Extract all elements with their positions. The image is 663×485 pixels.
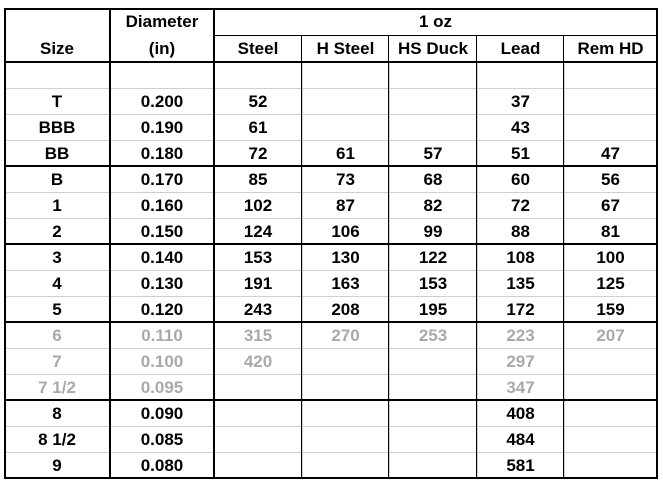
cell-rem-hd: 100 <box>596 248 625 267</box>
cell-h-steel: 87 <box>336 196 355 215</box>
cell-h-steel: 106 <box>331 222 360 241</box>
cell-diameter: 0.110 <box>141 326 183 345</box>
cell-diameter: 0.090 <box>140 404 184 423</box>
cell-diameter: 0.200 <box>140 92 184 111</box>
cell-lead: 297 <box>506 352 535 371</box>
cell-lead: 60 <box>511 170 530 189</box>
cell-lead: 51 <box>511 144 530 163</box>
cell-lead: 108 <box>506 248 535 267</box>
cell-size: 6 <box>52 326 62 345</box>
cell-steel: 315 <box>243 326 273 345</box>
cell-size: 7 1/2 <box>38 378 76 397</box>
header-col-h-steel: H Steel <box>316 39 375 58</box>
cell-steel: 420 <box>243 352 273 371</box>
cell-lead: 135 <box>506 274 535 293</box>
cell-size: B <box>50 170 64 189</box>
header-weight-group: 1 oz <box>418 12 453 31</box>
cell-diameter: 0.160 <box>140 196 184 215</box>
cell-h-steel: 208 <box>331 300 360 319</box>
header-diameter-line1: Diameter <box>125 12 199 31</box>
cell-size: BBB <box>38 118 76 137</box>
gridline-horizontal <box>4 88 657 89</box>
cell-diameter: 0.120 <box>140 300 184 319</box>
cell-diameter: 0.085 <box>140 430 184 449</box>
border-vertical <box>563 35 564 479</box>
cell-diameter: 0.130 <box>140 274 184 293</box>
cell-diameter: 0.190 <box>140 118 184 137</box>
cell-hs-duck: 153 <box>418 274 448 293</box>
border-horizontal <box>4 8 657 10</box>
cell-h-steel: 130 <box>331 248 360 267</box>
cell-lead: 88 <box>511 222 530 241</box>
cell-steel: 153 <box>243 248 273 267</box>
cell-hs-duck: 122 <box>418 248 448 267</box>
cell-lead: 347 <box>506 378 535 397</box>
cell-lead: 72 <box>511 196 530 215</box>
cell-hs-duck: 99 <box>423 222 443 241</box>
header-col-lead: Lead <box>500 39 541 58</box>
cell-diameter: 0.170 <box>140 170 184 189</box>
border-horizontal <box>4 61 657 63</box>
header-col-hs-duck: HS Duck <box>398 39 468 58</box>
cell-hs-duck: 82 <box>423 196 443 215</box>
cell-rem-hd: 125 <box>596 274 625 293</box>
cell-size: 1 <box>52 196 62 215</box>
cell-h-steel: 73 <box>336 170 355 189</box>
cell-hs-duck: 195 <box>418 300 448 319</box>
border-horizontal <box>4 399 657 401</box>
cell-lead: 484 <box>506 430 535 449</box>
gridline-horizontal <box>4 348 657 349</box>
cell-diameter: 0.140 <box>140 248 184 267</box>
cell-rem-hd: 159 <box>596 300 625 319</box>
cell-hs-duck: 68 <box>423 170 443 189</box>
cell-rem-hd: 207 <box>596 326 625 345</box>
cell-rem-hd: 47 <box>601 144 620 163</box>
border-horizontal <box>4 321 657 323</box>
cell-lead: 37 <box>511 92 530 111</box>
cell-diameter: 0.180 <box>140 144 184 163</box>
border-horizontal <box>4 477 657 479</box>
cell-steel: 124 <box>243 222 273 241</box>
cell-steel: 61 <box>248 118 268 137</box>
cell-h-steel: 163 <box>331 274 360 293</box>
border-vertical <box>388 35 389 479</box>
cell-diameter: 0.095 <box>140 378 184 397</box>
header-col-steel: Steel <box>237 39 279 58</box>
header-col-rem-hd: Rem HD <box>577 39 644 58</box>
cell-steel: 243 <box>243 300 273 319</box>
gridline-horizontal <box>4 296 657 297</box>
gridline-horizontal <box>4 192 657 193</box>
cell-size: 8 1/2 <box>38 430 76 449</box>
cell-size: 9 <box>52 456 62 475</box>
cell-lead: 43 <box>511 118 530 137</box>
cell-size: 7 <box>52 352 62 371</box>
cell-rem-hd: 67 <box>601 196 620 215</box>
gridline-horizontal <box>4 218 657 219</box>
cell-lead: 172 <box>506 300 535 319</box>
cell-lead: 581 <box>506 456 535 475</box>
cell-size: BB <box>44 144 70 163</box>
cell-hs-duck: 253 <box>418 326 448 345</box>
border-horizontal <box>4 165 657 167</box>
cell-size: 5 <box>52 300 62 319</box>
border-vertical <box>476 35 477 479</box>
cell-steel: 85 <box>248 170 268 189</box>
cell-diameter: 0.080 <box>140 456 184 475</box>
cell-size: T <box>51 92 63 111</box>
cell-size: 3 <box>52 248 62 267</box>
cell-steel: 52 <box>248 92 268 111</box>
cell-size: 2 <box>52 222 62 241</box>
cell-rem-hd: 56 <box>601 170 620 189</box>
cell-diameter: 0.100 <box>140 352 184 371</box>
cell-h-steel: 61 <box>336 144 355 163</box>
cell-h-steel: 270 <box>331 326 360 345</box>
cell-steel: 191 <box>243 274 273 293</box>
border-vertical <box>301 35 302 479</box>
gridline-horizontal <box>4 270 657 271</box>
cell-steel: 72 <box>248 144 268 163</box>
cell-hs-duck: 57 <box>423 144 443 163</box>
cell-rem-hd: 81 <box>601 222 620 241</box>
border-group-header <box>214 35 657 36</box>
gridline-horizontal <box>4 452 657 453</box>
gridline-horizontal <box>4 374 657 375</box>
gridline-horizontal <box>4 426 657 427</box>
gridline-horizontal <box>4 140 657 141</box>
header-size: Size <box>39 39 75 58</box>
cell-lead: 223 <box>506 326 535 345</box>
cell-size: 8 <box>52 404 62 423</box>
cell-steel: 102 <box>243 196 273 215</box>
header-diameter-line2: (in) <box>148 39 176 58</box>
cell-size: 4 <box>52 274 62 293</box>
cell-lead: 408 <box>506 404 535 423</box>
cell-diameter: 0.150 <box>140 222 184 241</box>
border-horizontal <box>4 243 657 245</box>
gridline-horizontal <box>4 114 657 115</box>
